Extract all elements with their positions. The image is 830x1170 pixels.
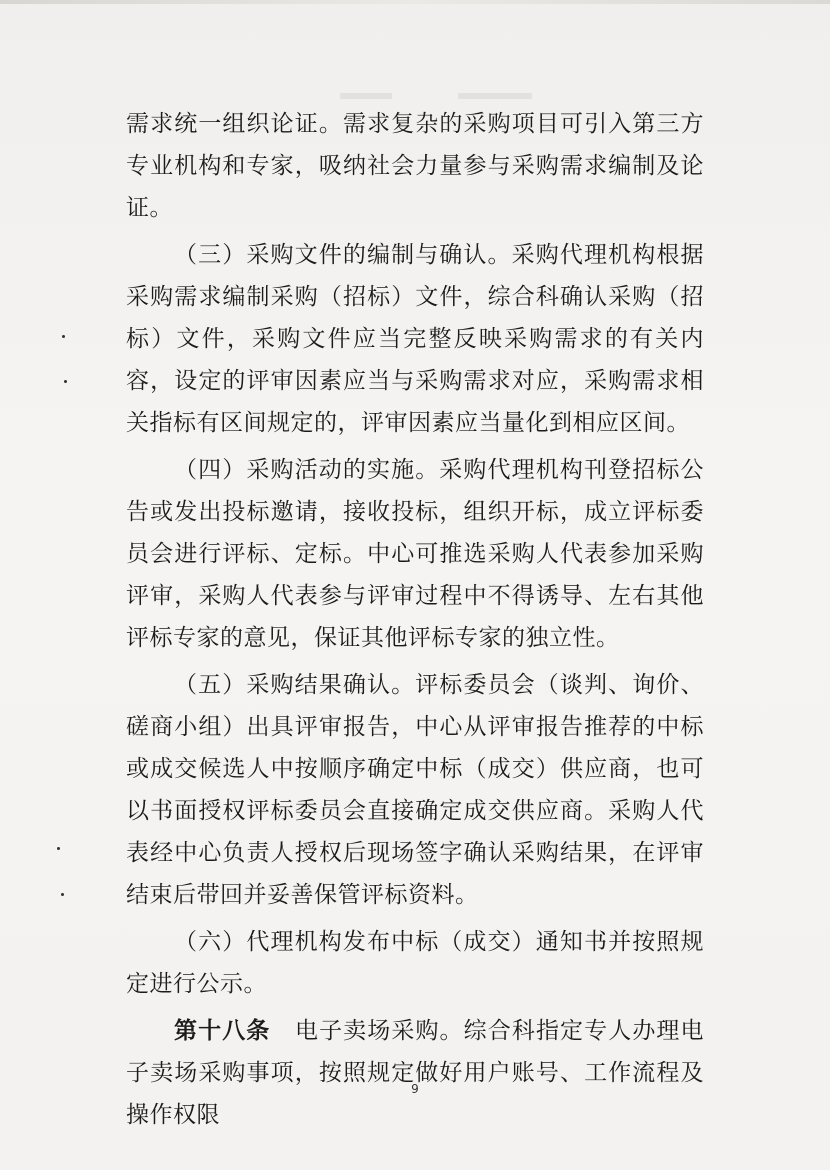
paragraph-procurement-documents: （三）采购文件的编制与确认。采购代理机构根据采购需求编制采购（招标）文件，综合科确认采购（招标）文件，采购文件应当完整反映采购需求的有关内容，设定的评审因素应当与采购需求对应，采购需求相关指标有区间规定的，评审因素应当量化到相应区间。 (126, 242, 704, 436)
document-body (126, 103, 704, 1136)
article-18-heading: 第十八条 (174, 1017, 271, 1044)
scan-speck (62, 335, 65, 338)
paragraph-award-notice: （六）代理机构发布中标（成交）通知书并按照规定进行公示。 (126, 929, 704, 997)
paragraph-result-confirmation: （五）采购结果确认。评标委员会（谈判、询价、磋商小组）出具评审报告，中心从评审报告推荐的中标或成交候选人中按顺序确定中标（成交）供应商，也可以书面授权评标委员会直接确定成交供应商。采购人代表经中心负责人授权后现场签字确认采购结果，在评审结束后带回并妥善保管评标资料。 (126, 672, 704, 908)
scan-speck (57, 847, 60, 850)
paragraph-continuation: 需求统一组织论证。需求复杂的采购项目可引入第三方专业机构和专家，吸纳社会力量参与采购需求编制及论证。 (126, 111, 704, 221)
paragraph-procurement-implementation: （四）采购活动的实施。采购代理机构刊登招标公告或发出投标邀请，接收投标，组织开标，成立评标委员会进行评标、定标。中心可推选采购人代表参加采购评审，采购人代表参与评审过程中不得诱导、左右其他评标专家的意见，保证其他评标专家的独立性。 (126, 457, 704, 651)
page-number: 9 (411, 1082, 419, 1096)
scan-speck (61, 893, 64, 896)
article-18-text: 电子卖场采购。综合科指定专人办理电子卖场采购事项，按照规定做好用户账号、工作流程及操作权限 (126, 1018, 705, 1128)
scan-top-edge (0, 0, 830, 4)
scan-speck (64, 380, 67, 383)
article-18-paragraph (126, 1010, 704, 1136)
faint-header-mark-left (340, 93, 392, 99)
faint-header-mark-right (458, 93, 532, 99)
